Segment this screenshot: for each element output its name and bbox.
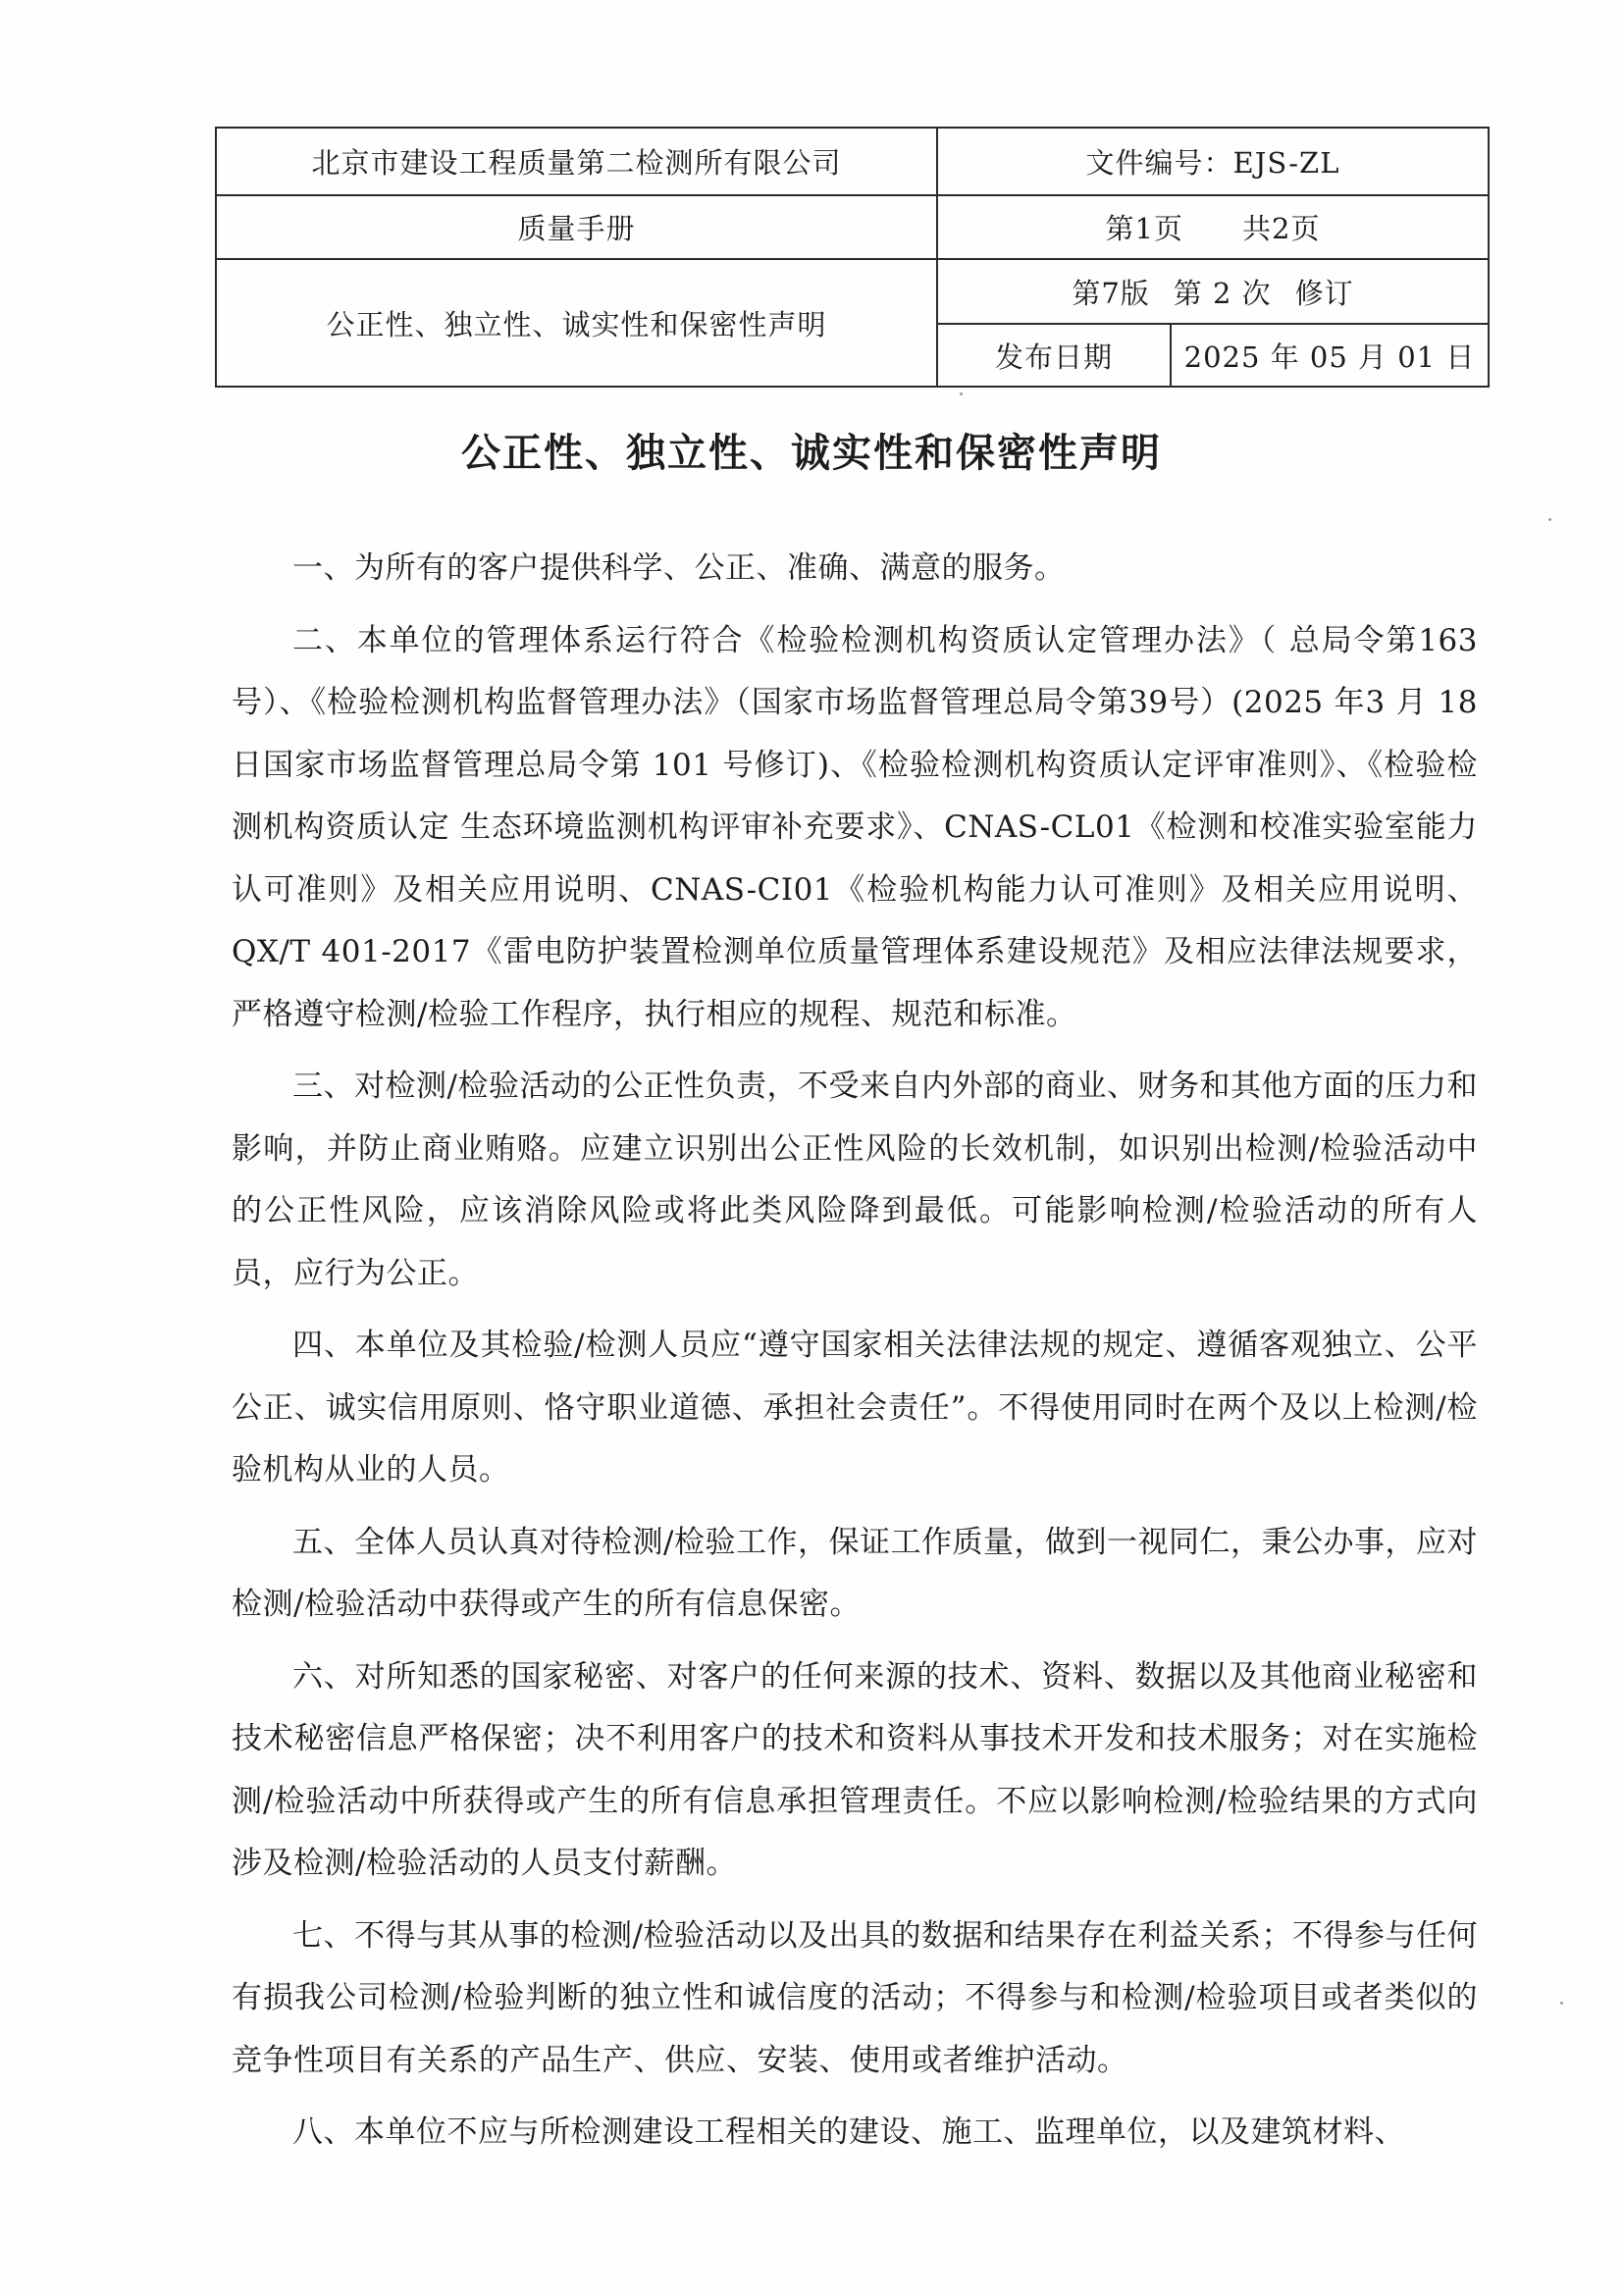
scan-speck [960,392,963,395]
release-date-cell [1171,324,1489,387]
page-number-cell [937,195,1489,259]
paragraph-1: 一、为所有的客户提供科学、公正、准确、满意的服务。 [292,550,1066,586]
manual-name: 质量手册 [517,212,636,245]
paragraph-3: 三、对检测/检验活动的公正性负责，不受来自内外部的商业、财务和其他方面的压力和影响，并防止商业贿赂。应建立识别出公正性风险的长效机制，如识别出检测/检验活动中的公正性风险，应该消除风险或将此类风险降到最低。可能影响检测/检验活动的所有人员，应行为公正。 [232,1069,1478,1291]
page-total: 共2页 [1242,212,1321,245]
release-date: 2025 年 05 月 01 日 [1183,339,1476,374]
company-name-cell [216,128,937,195]
revision: 第 2 次 [1173,276,1272,310]
document-name-cell [216,259,937,387]
document-body [232,538,1478,2174]
revision-suffix: 修订 [1294,276,1354,310]
paragraph-5: 五、全体人员认真对待检测/检验工作，保证工作质量，做到一视同仁，秉公办事，应对检测/检验活动中获得或产生的所有信息保密。 [232,1524,1478,1622]
paragraph-2: 二、本单位的管理体系运行符合《检验检测机构资质认定管理办法》（ 总局令第163号）、《检验检测机构监督管理办法》（国家市场监督管理总局令第39号）(2025 年3 月 18 日国家市场监督管理总局令第 101 号修订)、《检验检测机构资质认定评审准则》、《检验检测机构资质认定 生态环境监测机构评审补充要求》、CNAS-CL01《检测和校准实验室能力认可准则》及相关应用说明、CNAS-CI01《检验机构能力认可准则》及相关应用说明、QX/T 401-2017《雷电防护装置检测单位质量管理体系建设规范》及相应法律法规要求，严格遵守检测/检验工作程序，执行相应的规程、规范和标准。 [232,622,1478,1032]
paragraph-8: 八、本单位不应与所检测建设工程相关的建设、施工、监理单位，以及建筑材料、 [292,2114,1405,2150]
edition-cell [937,259,1489,324]
scan-speck [1548,518,1551,521]
paragraph-6: 六、对所知悉的国家秘密、对客户的任何来源的技术、资料、数据以及其他商业秘密和技术秘密信息严格保密；决不利用客户的技术和资料从事技术开发和技术服务；对在实施检测/检验活动中所获得或产生的所有信息承担管理责任。不应以影响检测/检验结果的方式向涉及检测/检验活动的人员支付薪酬。 [232,1658,1478,1881]
company-name: 北京市建设工程质量第二检测所有限公司 [311,146,842,180]
page-number: 第1页 [1105,212,1183,245]
scan-speck [1560,2002,1563,2005]
paragraph-4: 四、本单位及其检验/检测人员应“遵守国家相关法律法规的规定、遵循客观独立、公平公正、诚实信用原则、恪守职业道德、承担社会责任”。不得使用同时在两个及以上检测/检验机构从业的人员。 [232,1328,1478,1487]
document-header-table [215,127,1490,388]
manual-name-cell [216,195,937,259]
release-label-cell [937,324,1171,387]
document-title: 公正性、独立性、诚实性和保密性声明 [461,431,1162,476]
paragraph-7: 七、不得与其从事的检测/检验活动以及出具的数据和结果存在利益关系；不得参与任何有损我公司检测/检验判断的独立性和诚信度的活动；不得参与和检测/检验项目或者类似的竞争性项目有关系的产品生产、供应、安装、使用或者维护活动。 [232,1917,1478,2078]
file-number-cell [937,128,1489,195]
edition: 第7版 [1072,276,1150,310]
file-number: 文件编号：EJS-ZL [1085,146,1340,180]
release-label: 发布日期 [994,339,1113,374]
document-name: 公正性、独立性、诚实性和保密性声明 [326,307,827,341]
